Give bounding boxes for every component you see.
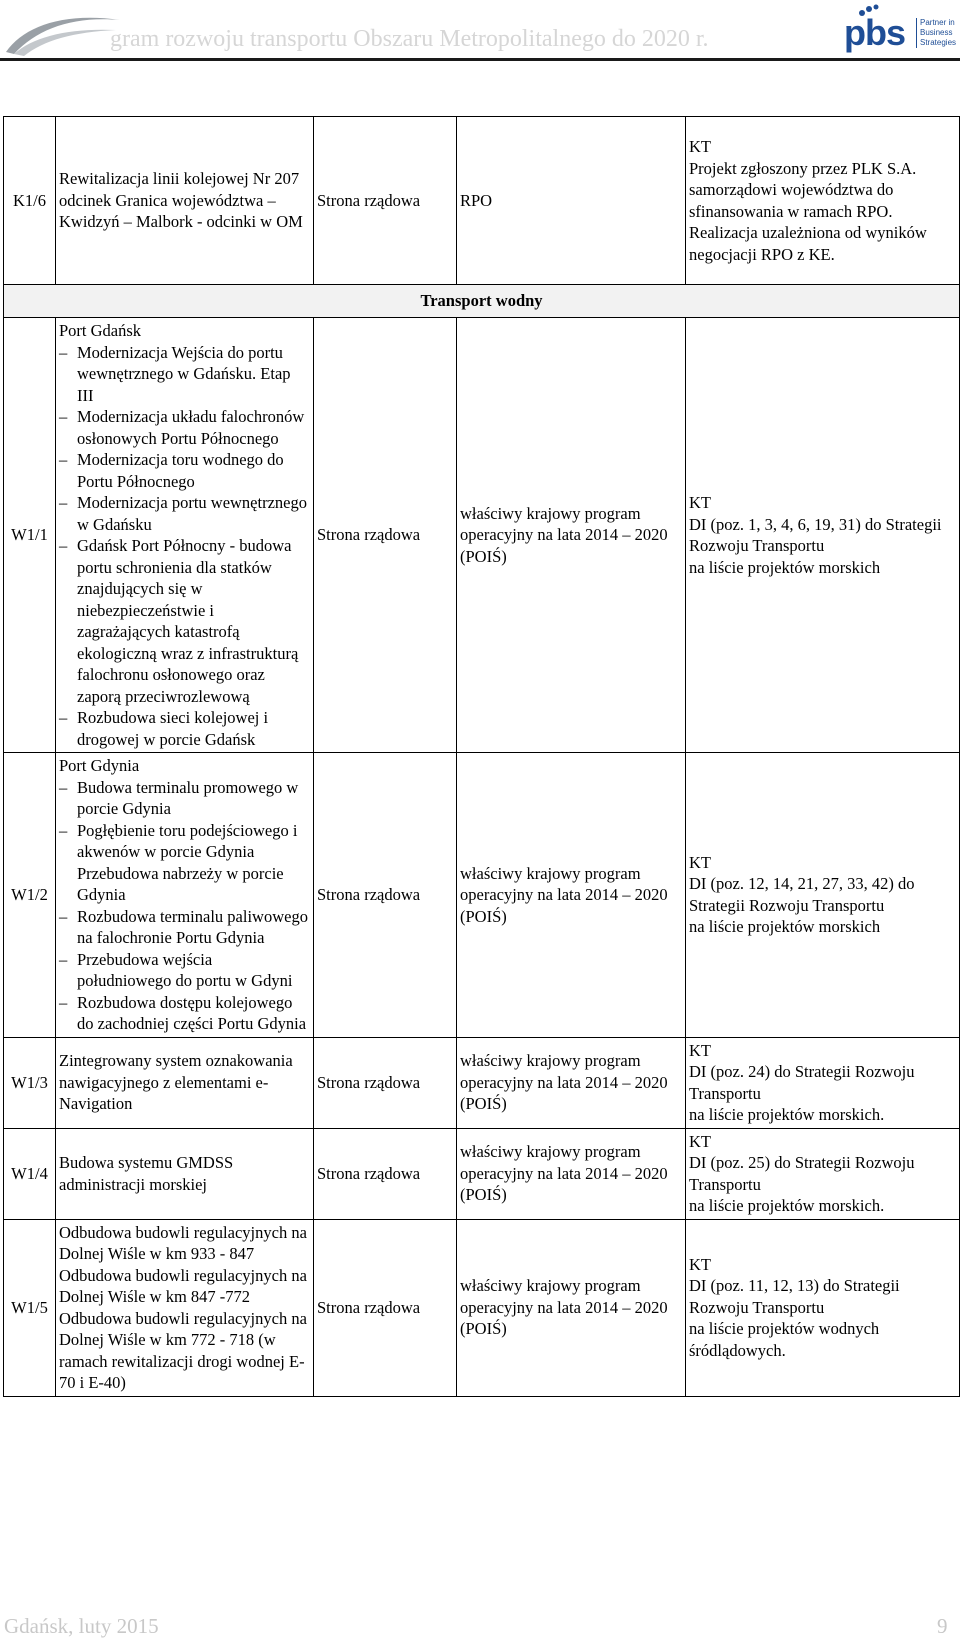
project-notes [686,1128,960,1219]
table-row [4,1128,960,1219]
note-line: DI (poz. 12, 14, 21, 27, 33, 42) do Strategii Rozwoju Transportu [689,874,915,915]
project-id: K1/6 [4,117,56,285]
table-row [4,753,960,1038]
project-id: W1/2 [4,753,56,1038]
funding-source: właściwy krajowy program operacyjny na lata 2014 – 2020 (POIŚ) [457,1128,686,1219]
pbs-logo-tagline: Partner in Business Strategies [920,18,957,47]
funding-source: RPO [457,117,686,285]
note-line: na liście projektów wodnych śródlądowych. [689,1319,880,1360]
list-item: – Gdańsk Port Północny - budowa portu schronienia dla statków znajdujących się w niebezpieczeństwie i zagrażających katastrofą ekologiczną wraz z infrastrukturą falochronu osłonowego oraz zaporą przeciwrozlewową [77,535,310,707]
port-title: Port Gdańsk [59,321,142,340]
header-rule [0,58,960,61]
page-number: 9 [937,1614,948,1638]
note-line: DI (poz. 25) do Strategii Rozwoju Transportu [689,1153,915,1194]
projects-table [3,116,960,1397]
funding-source: właściwy krajowy program operacyjny na lata 2014 – 2020 (POIŚ) [457,318,686,753]
list-item: – Rozbudowa sieci kolejowej i drogowej w porcie Gdańsk [77,707,310,750]
list-item: – Modernizacja układu falochronów osłonowych Portu Północnego [77,406,310,449]
table-row [4,1037,960,1128]
note-line: KT [689,493,711,512]
project-notes [686,1037,960,1128]
note-line: DI (poz. 11, 12, 13) do Strategii Rozwoju Transportu [689,1276,900,1317]
funding-source: właściwy krajowy program operacyjny na lata 2014 – 2020 (POIŚ) [457,1219,686,1396]
document-title: gram rozwoju transportu Obszaru Metropolitalnego do 2020 r. [110,26,709,52]
list-item: Przebudowa nabrzeży w porcie Gdynia [77,863,284,904]
pbs-logo [842,4,958,56]
list-item: – Modernizacja toru wodnego do Portu Północnego [77,449,310,492]
list-item: – Przebudowa wejścia południowego do portu w Gdyni [77,949,310,992]
note-line: DI (poz. 24) do Strategii Rozwoju Transportu [689,1062,915,1103]
project-name: Odbudowa budowli regulacyjnych na Dolnej Wiśle w km 933 - 847 Odbudowa budowli regulacyjnych na Dolnej Wiśle w km 847 -772 Odbudowa budowli regulacyjnych na Dolnej Wiśle w km 772 - 718 (w ramach rewitalizacji drogi wodnej E-70 i E-40) [56,1219,314,1396]
table-row [4,1219,960,1396]
project-notes [686,753,960,1038]
footer-place-date: Gdańsk, luty 2015 [4,1614,159,1638]
note-line: KT [689,137,711,156]
funding-source: właściwy krajowy program operacyjny na lata 2014 – 2020 (POIŚ) [457,753,686,1038]
project-name [56,318,314,753]
note-line: KT [689,1254,711,1274]
note-line: KT [689,852,711,872]
project-notes [686,117,960,285]
note-line: na liście projektów morskich [689,557,881,577]
project-side: Strona rządowa [314,1128,457,1219]
project-notes [686,318,960,753]
project-side: Strona rządowa [314,1219,457,1396]
note-line: KT [689,1131,711,1151]
port-title: Port Gdynia [59,756,140,775]
project-notes [686,1219,960,1396]
section-heading: Transport wodny [4,285,960,318]
note-line: DI (poz. 1, 3, 4, 6, 19, 31) do Strategii Rozwoju Transportu [689,514,942,555]
table-row [4,318,960,753]
note-line: Projekt zgłoszony przez PLK S.A. samorządowi województwa do sfinansowania w ramach RPO. Realizacja uzależniona od wyników negocjacji RPO z KE. [689,158,927,264]
pbs-logo-word: pbs [844,12,906,53]
project-id: W1/3 [4,1037,56,1128]
project-side: Strona rządowa [314,753,457,1038]
note-line: na liście projektów morskich [689,917,881,937]
logo-separator [916,18,917,48]
project-name: Rewitalizacja linii kolejowej Nr 207 odcinek Granica województwa – Kwidzyń – Malbork - odcinki w OM [56,117,314,285]
note-line: na liście projektów morskich. [689,1105,885,1124]
project-id: W1/5 [4,1219,56,1396]
swoosh-logo-icon [4,6,124,58]
list-item: – Rozbudowa terminalu paliwowego na falochronie Portu Gdynia [77,906,310,949]
project-id: W1/4 [4,1128,56,1219]
project-name: Budowa systemu GMDSS administracji morskiej [56,1128,314,1219]
project-name: Zintegrowany system oznakowania nawigacyjnego z elementami e-Navigation [56,1037,314,1128]
project-side: Strona rządowa [314,318,457,753]
list-item: – Budowa terminalu promowego w porcie Gdynia [77,777,310,820]
project-name [56,753,314,1038]
project-side: Strona rządowa [314,1037,457,1128]
project-id: W1/1 [4,318,56,753]
project-side: Strona rządowa [314,117,457,285]
project-item-list [59,342,310,751]
note-line: na liście projektów morskich. [689,1196,885,1215]
list-item: – Modernizacja Wejścia do portu wewnętrznego w Gdańsku. Etap III [77,342,310,407]
section-row [4,285,960,318]
list-item: – Rozbudowa dostępu kolejowego do zachodniej części Portu Gdynia [77,992,310,1035]
list-item: – Pogłębienie toru podejściowego i akwenów w porcie Gdynia [77,820,310,863]
funding-source: właściwy krajowy program operacyjny na lata 2014 – 2020 (POIŚ) [457,1037,686,1128]
table-row [4,117,960,285]
list-item: – Modernizacja portu wewnętrznego w Gdańsku [77,492,310,535]
note-line: KT [689,1040,711,1060]
page-header [0,0,960,62]
project-item-list [59,777,310,1035]
